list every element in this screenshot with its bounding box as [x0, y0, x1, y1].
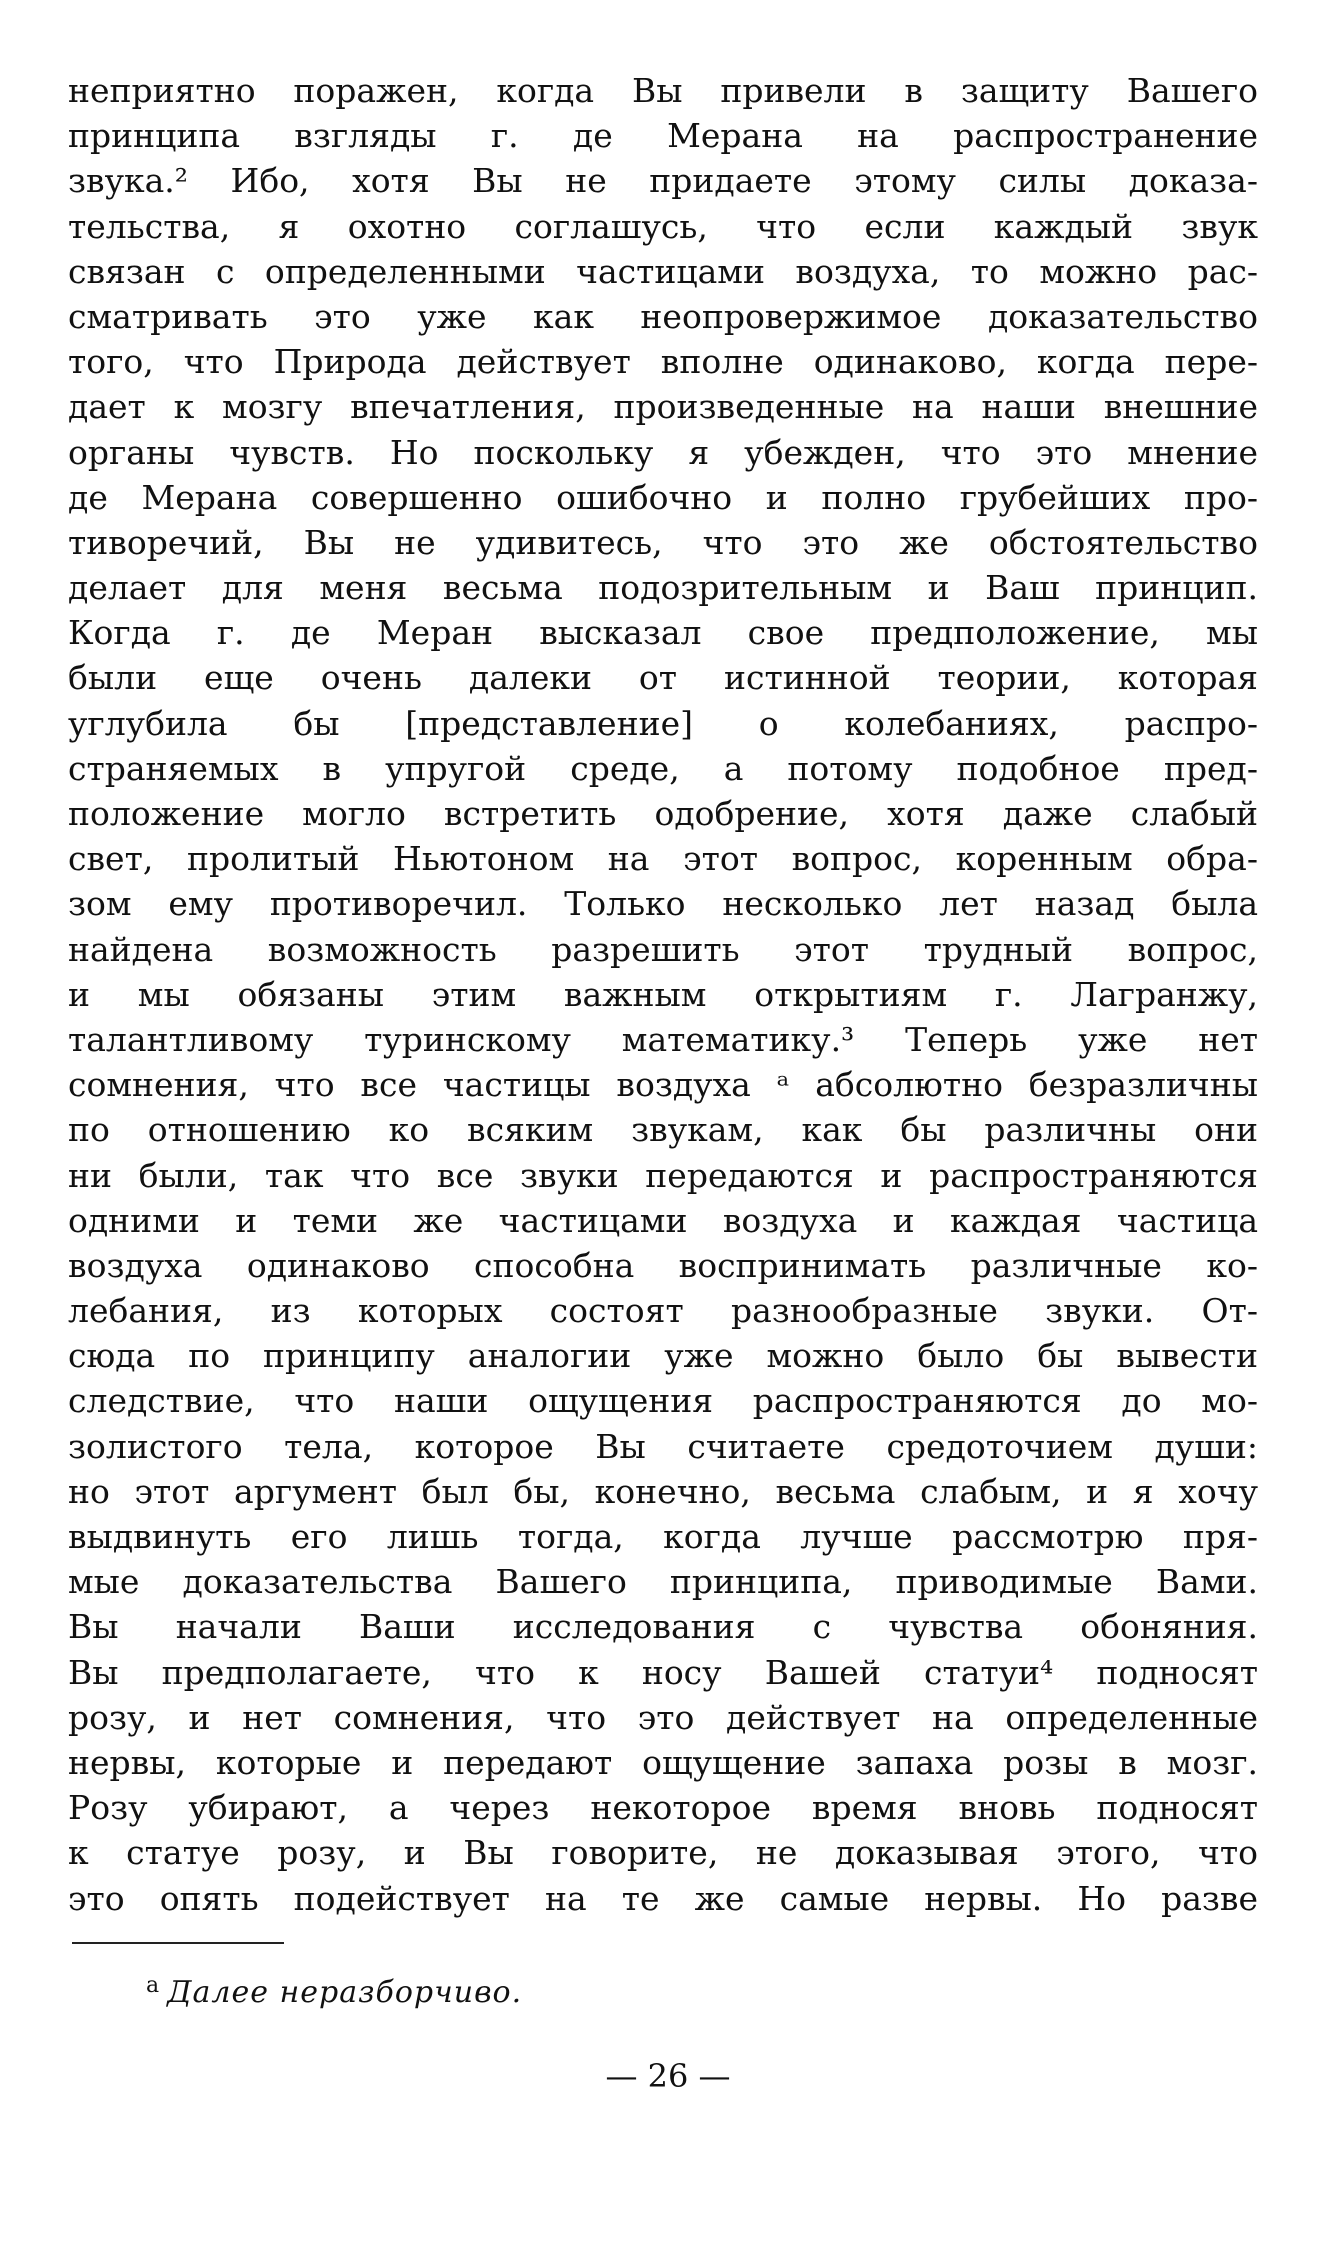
text-line: следствие, что наши ощущения распространяются до мо-	[68, 1381, 1258, 1421]
text-line: делает для меня весьма подозрительным и Ваш принцип.	[68, 568, 1258, 608]
text-line: Розу убирают, а через некоторое время вновь подносят	[68, 1788, 1258, 1828]
text-line: воздуха одинаково способна воспринимать различные ко-	[68, 1245, 1258, 1285]
text-line: тиворечий, Вы не удивитесь, что это же обстоятельство	[68, 522, 1258, 562]
text-line: органы чувств. Но поскольку я убежден, что это мнение	[68, 432, 1258, 472]
text-line: тельства, я охотно соглашусь, что если каждый звук	[68, 206, 1258, 246]
text-line: это опять подействует на те же самые нервы. Но разве	[68, 1878, 1258, 1918]
text-line: Вы начали Ваши исследования с чувства обоняния.	[68, 1607, 1258, 1647]
text-line: углубила бы [представление] о колебаниях, распро-	[68, 703, 1258, 743]
text-line: связан с определенными частицами воздуха, то можно рас-	[68, 251, 1258, 291]
text-line: сомнения, что все частицы воздуха ᵃ абсолютно безразличны	[68, 1065, 1258, 1105]
text-line: но этот аргумент был бы, конечно, весьма слабым, и я хочу	[68, 1471, 1258, 1511]
text-line: талантливому туринскому математику.³ Теперь уже нет	[68, 1019, 1258, 1059]
text-line: де Мерана совершенно ошибочно и полно грубейших про-	[68, 477, 1258, 517]
footnote-marker: а	[146, 1973, 160, 1998]
text-line: сматривать это уже как неопровержимое доказательство	[68, 296, 1258, 336]
text-line: мые доказательства Вашего принципа, приводимые Вами.	[68, 1562, 1258, 1602]
text-line: одними и теми же частицами воздуха и каждая частица	[68, 1200, 1258, 1240]
text-line: свет, пролитый Ньютоном на этот вопрос, коренным обра-	[68, 839, 1258, 879]
text-line: были еще очень далеки от истинной теории, которая	[68, 658, 1258, 698]
text-line: неприятно поражен, когда Вы привели в защиту Вашего	[68, 71, 1258, 110]
text-line: зом ему противоречил. Только несколько лет назад была	[68, 884, 1258, 924]
text-line: по отношению ко всяким звукам, как бы различны они	[68, 1110, 1258, 1150]
text-line: выдвинуть его лишь тогда, когда лучше рассмотрю пря-	[68, 1517, 1258, 1556]
text-line: золистого тела, которое Вы считаете средоточием души:	[68, 1426, 1258, 1466]
text-line: звука.² Ибо, хотя Вы не придаете этому силы доказа-	[68, 161, 1258, 201]
page-number: — 26 —	[605, 2057, 731, 2095]
footnote	[146, 1966, 522, 2013]
text-line: принципа взгляды г. де Мерана на распространение	[68, 116, 1258, 156]
text-line: сюда по принципу аналогии уже можно было бы вывести	[68, 1336, 1258, 1376]
text-line: к статуе розу, и Вы говорите, не доказывая этого, что	[68, 1833, 1258, 1873]
text-line: дает к мозгу впечатления, произведенные на наши внешние	[68, 387, 1258, 427]
text-line: страняемых в упругой среде, а потому подобное пред-	[68, 748, 1258, 788]
text-line: и мы обязаны этим важным открытиям г. Лагранжу,	[68, 974, 1258, 1014]
footnote-divider	[72, 1942, 284, 1944]
text-line: Когда г. де Меран высказал свое предположение, мы	[68, 613, 1258, 653]
main-text-block	[68, 68, 1258, 1921]
footnote-text: Далее неразборчиво.	[167, 1975, 523, 2010]
text-line: Вы предполагаете, что к носу Вашей статуи⁴ подносят	[68, 1652, 1258, 1692]
text-line: того, что Природа действует вполне одинаково, когда пере-	[68, 342, 1258, 382]
text-line: ни были, так что все звуки передаются и распространяются	[68, 1155, 1258, 1195]
text-line: розу, и нет сомнения, что это действует на определенные	[68, 1697, 1258, 1737]
text-line: лебания, из которых состоят разнообразные звуки. От-	[68, 1291, 1258, 1331]
text-line: найдена возможность разрешить этот трудный вопрос,	[68, 929, 1258, 969]
text-line: нервы, которые и передают ощущение запаха розы в мозг.	[68, 1742, 1258, 1782]
text-line: положение могло встретить одобрение, хотя даже слабый	[68, 794, 1258, 833]
